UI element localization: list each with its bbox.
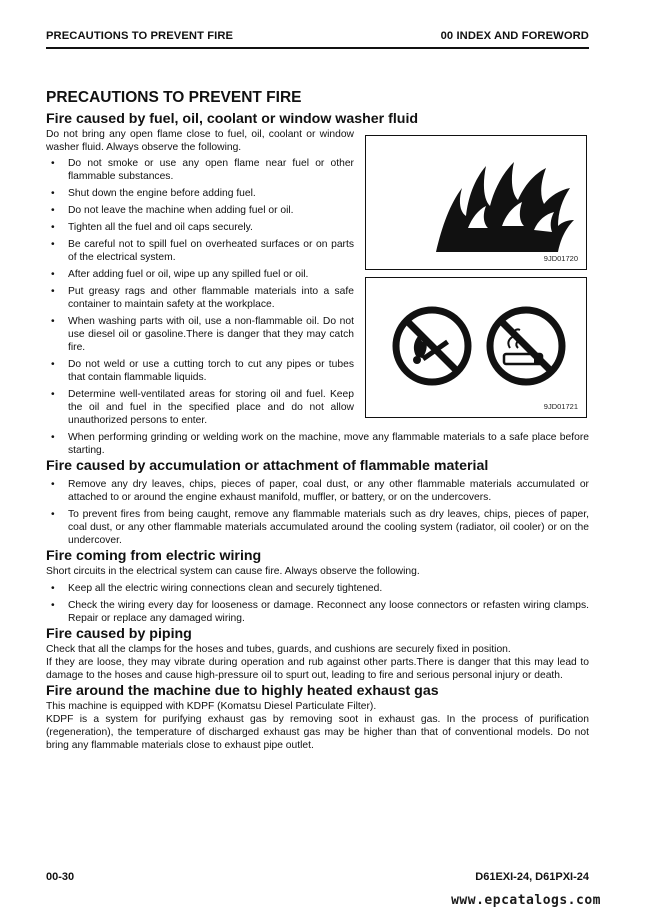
section-heading-exhaust-gas: Fire around the machine due to highly heated exhaust gas [46,683,439,699]
header-chapter-title: 00 INDEX AND FOREWORD [440,30,589,42]
list-item: • When washing parts with oil, use a non-flammable oil. Do not use diesel oil or gasoline.There is danger that they may catch fire. [46,315,354,354]
list-item: • Shut down the engine before adding fuel. [46,187,354,200]
list-item: • Do not leave the machine when adding fuel or oil. [46,204,354,217]
section-paragraph: If they are loose, they may vibrate during operation and rub against other parts.There is danger that this may lead to damage to the hoses and cause high-pressure oil to spurt out, leading to fire and serious personal injury or death. [46,657,589,681]
list-item: • Check the wiring every day for looseness or damage. Reconnect any loose connectors or refasten wiring clamps. Repair or replace any damaged wiring. [46,599,589,625]
wiring-precautions-list [46,582,589,625]
page-title: PRECAUTIONS TO PREVENT FIRE [46,89,302,106]
list-item: • Put greasy rags and other flammable materials into a safe container to maintain safety at the workplace. [46,285,354,311]
accumulation-precautions-list [46,478,589,547]
header-section-title: PRECAUTIONS TO PREVENT FIRE [46,30,234,42]
section-paragraph: Check that all the clamps for the hoses and tubes, guards, and cushions are securely fixed in position. [46,644,511,655]
figure-code: 9JD01721 [543,402,578,411]
section-heading-electric-wiring: Fire coming from electric wiring [46,548,262,564]
fuel-oil-precautions-list-wide [46,431,589,457]
list-item: • When performing grinding or welding work on the machine, move any flammable materials to a safe place before starting. [46,431,589,457]
list-item: • Do not smoke or use any open flame near fuel or other flammable substances. [46,157,354,183]
fuel-oil-precautions-list [46,157,354,427]
watermark-link[interactable]: www.epcatalogs.com [451,893,601,908]
list-item: • Do not weld or use a cutting torch to cut any pipes or tubes that contain flammable liquids. [46,358,354,384]
list-item: • Determine well-ventilated areas for storing oil and fuel. Keep the oil and fuel in the specified place and do not allow unauthorized persons to enter. [46,388,354,427]
page-content [46,110,589,752]
header-rule [46,47,589,49]
figure-code: 9JD01720 [543,254,578,263]
section-paragraph: KDPF is a system for purifying exhaust gas by removing soot in exhaust gas. In the process of purification (regeneration), the temperature of discharged exhaust gas may be higher than that of conventional models. Do not bring any flammable materials close to exhaust pipe outlet. [46,714,589,751]
list-item: • After adding fuel or oil, wipe up any spilled fuel or oil. [46,268,354,281]
footer-model: D61EXI-24, D61PXI-24 [475,871,589,883]
list-item: • To prevent fires from being caught, remove any flammable materials such as dry leaves, chips, pieces of paper, coal dust, or any other flammable materials accumulated around the cooling system (radiator, oil cooler) or on the undercover. [46,508,589,547]
section-paragraph: This machine is equipped with KDPF (Komatsu Diesel Particulate Filter). [46,701,377,712]
list-item: • Keep all the electric wiring connections clean and securely tightened. [46,582,589,595]
section-heading-piping: Fire caused by piping [46,626,192,642]
section-heading-fuel-oil: Fire caused by fuel, oil, coolant or window washer fluid [46,111,419,127]
footer-page-number: 00-30 [46,871,75,883]
section-intro: Do not bring any open flame close to fuel, oil, coolant or window washer fluid. Always observe the following. [46,129,354,153]
section-intro: Short circuits in the electrical system can cause fire. Always observe the following. [46,566,420,577]
running-header [46,30,589,42]
list-item: • Remove any dry leaves, chips, pieces of paper, coal dust, or any other flammable materials accumulated or attached to or around the engine exhaust manifold, muffler, or battery, or on the undercovers. [46,478,589,504]
section-heading-accumulation: Fire caused by accumulation or attachment of flammable material [46,458,489,474]
list-item: • Tighten all the fuel and oil caps securely. [46,221,354,234]
list-item: • Be careful not to spill fuel on overheated surfaces or on parts of the electrical system. [46,238,354,264]
